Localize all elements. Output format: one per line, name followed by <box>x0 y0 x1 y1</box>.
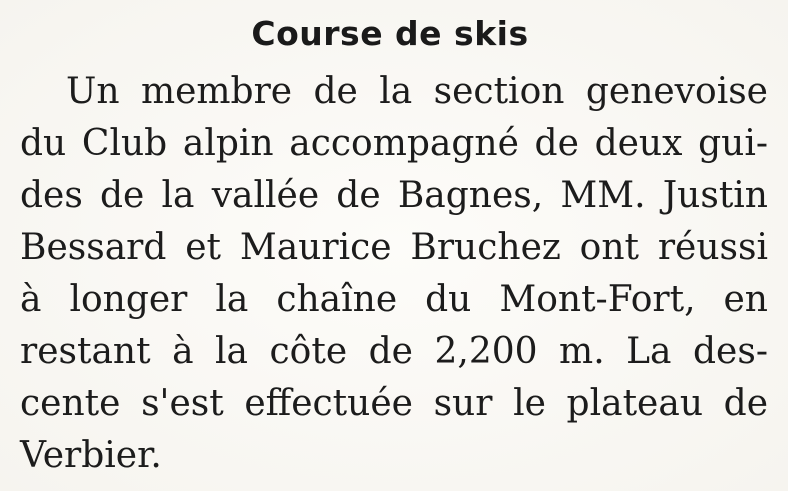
article-line: des de la vallée de Bagnes, MM. Justin <box>20 175 768 216</box>
article-line: restant à la côte de 2,200 m. La des- <box>20 331 768 372</box>
article-line: Un membre de la section genevoise <box>66 71 768 112</box>
article-line: Verbier. <box>20 435 162 476</box>
article-line: du Club alpin accompagné de deux gui- <box>20 123 768 164</box>
article-line: à longer la chaîne du Mont-Fort, en <box>20 279 768 320</box>
article-line: Bessard et Maurice Bruchez ont réussi <box>20 227 768 268</box>
article-heading: Course de skis <box>251 14 529 53</box>
article-line: cente s'est effectuée sur le plateau de <box>20 383 768 424</box>
